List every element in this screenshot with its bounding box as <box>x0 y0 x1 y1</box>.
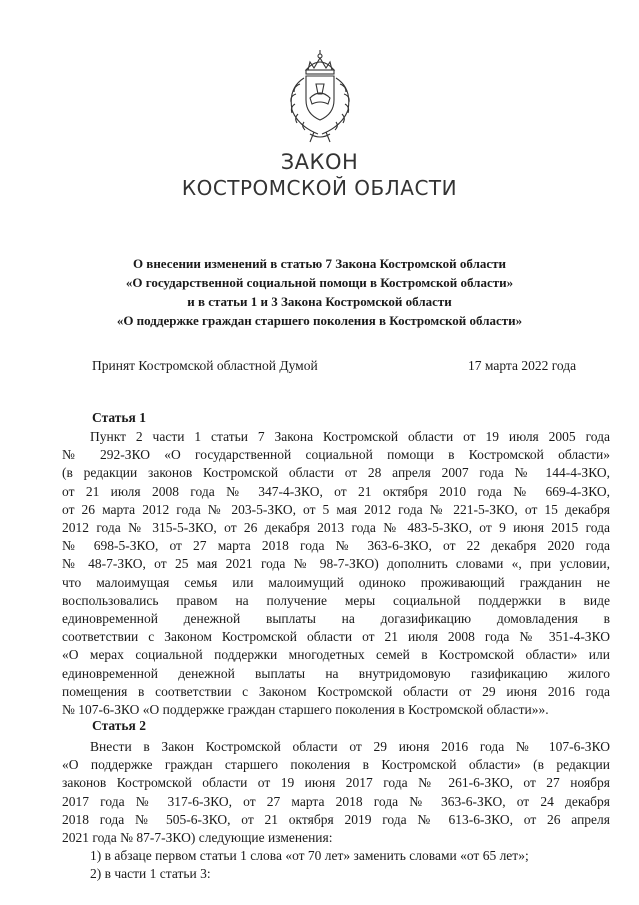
text-line: законов Костромской области от 19 июня 2017 года № 261-6-ЗКО, от 27 ноября <box>62 775 610 791</box>
text-line: соответствии с Законом Костромской области от 21 июля 2008 года № 351-4-ЗКО <box>62 629 610 645</box>
text-line: воспользовались правом на получение меры социальной поддержки в виде <box>62 592 610 608</box>
text-line: 2018 года № 505-6-ЗКО, от 21 октября 2019 года № 613-6-ЗКО, от 26 апреля <box>62 811 610 827</box>
text-line: 2021 года № 87-7-ЗКО) следующие изменения: <box>62 830 333 846</box>
adoption-date: 17 марта 2022 года <box>468 358 577 373</box>
text-line: 2012 года № 315-5-ЗКО, от 26 декабря 2013 года № 483-5-ЗКО, от 9 июня 2015 года <box>62 520 610 536</box>
text-line: № 292-ЗКО «О государственной социальной помощи в Костромской области» <box>62 447 610 463</box>
text-line: что малоимущая семья или малоимущий одиноко проживающий гражданин не <box>62 574 610 590</box>
text-line: единовременной денежной выплаты на внутридомовую газификацию жилого <box>62 665 610 681</box>
article-2-heading: Статья 2 <box>92 718 146 733</box>
text-line: от 26 марта 2012 года № 203-5-ЗКО, от 5 мая 2012 года № 221-5-ЗКО, от 15 декабря <box>62 501 610 517</box>
text-line: № 48-7-ЗКО, от 25 мая 2021 года № 98-7-ЗКО) дополнить словами «, при условии, <box>62 556 610 572</box>
text-line: 2017 года № 317-6-ЗКО, от 27 марта 2018 года № 363-6-ЗКО, от 24 декабря <box>62 793 610 809</box>
article-1-heading: Статья 1 <box>92 410 146 425</box>
subject-line: «О государственной социальной помощи в Костромской области» <box>125 275 514 290</box>
text-line: «О поддержке граждан старшего поколения в Костромской области» (в редакции <box>62 757 610 773</box>
text-line: № 107-6-ЗКО «О поддержке граждан старшего поколения в Костромской области»». <box>62 702 549 718</box>
article-2-text <box>62 738 610 847</box>
text-line: «О мерах социальной поддержки многодетных семей в Костромской области» или <box>62 647 610 663</box>
region-title: КОСТРОМСКОЙ ОБЛАСТИ <box>181 176 458 200</box>
subject-line: «О поддержке граждан старшего поколения в Костромской области» <box>116 313 523 328</box>
text-line: № 698-5-ЗКО, от 27 марта 2018 года № 363-6-ЗКО, от 22 декабря 2020 года <box>62 538 610 554</box>
amendment-item-1: 1) в абзаце первом статьи 1 слова «от 70 лет» заменить словами «от 65 лет»; <box>90 848 529 863</box>
text-line: от 21 июля 2008 года № 347-4-ЗКО, от 21 октября 2010 года № 669-4-ЗКО, <box>62 483 610 499</box>
coat-of-arms-emblem <box>270 48 370 148</box>
article-1-text <box>62 428 610 719</box>
law-subject <box>60 254 579 330</box>
text-line: помещения в соответствии с Законом Костромской области от 29 июня 2016 года <box>62 683 610 699</box>
subject-line: О внесении изменений в статью 7 Закона Костромской области <box>132 256 507 271</box>
adopted-by: Принят Костромской областной Думой <box>92 358 318 373</box>
law-title: ЗАКОН <box>280 150 359 174</box>
amendment-item-2: 2) в части 1 статьи 3: <box>90 866 211 881</box>
subject-line: и в статьи 1 и 3 Закона Костромской области <box>187 294 452 309</box>
text-line: Пункт 2 части 1 статьи 7 Закона Костромской области от 19 июля 2005 года <box>90 429 610 444</box>
text-line: (в редакции законов Костромской области от 28 апреля 2007 года № 144-4-ЗКО, <box>62 465 610 481</box>
text-line: Внести в Закон Костромской области от 29 июня 2016 года № 107-6-ЗКО <box>90 739 610 754</box>
text-line: единовременной денежной выплаты на догазификацию домовладения в <box>62 611 610 627</box>
